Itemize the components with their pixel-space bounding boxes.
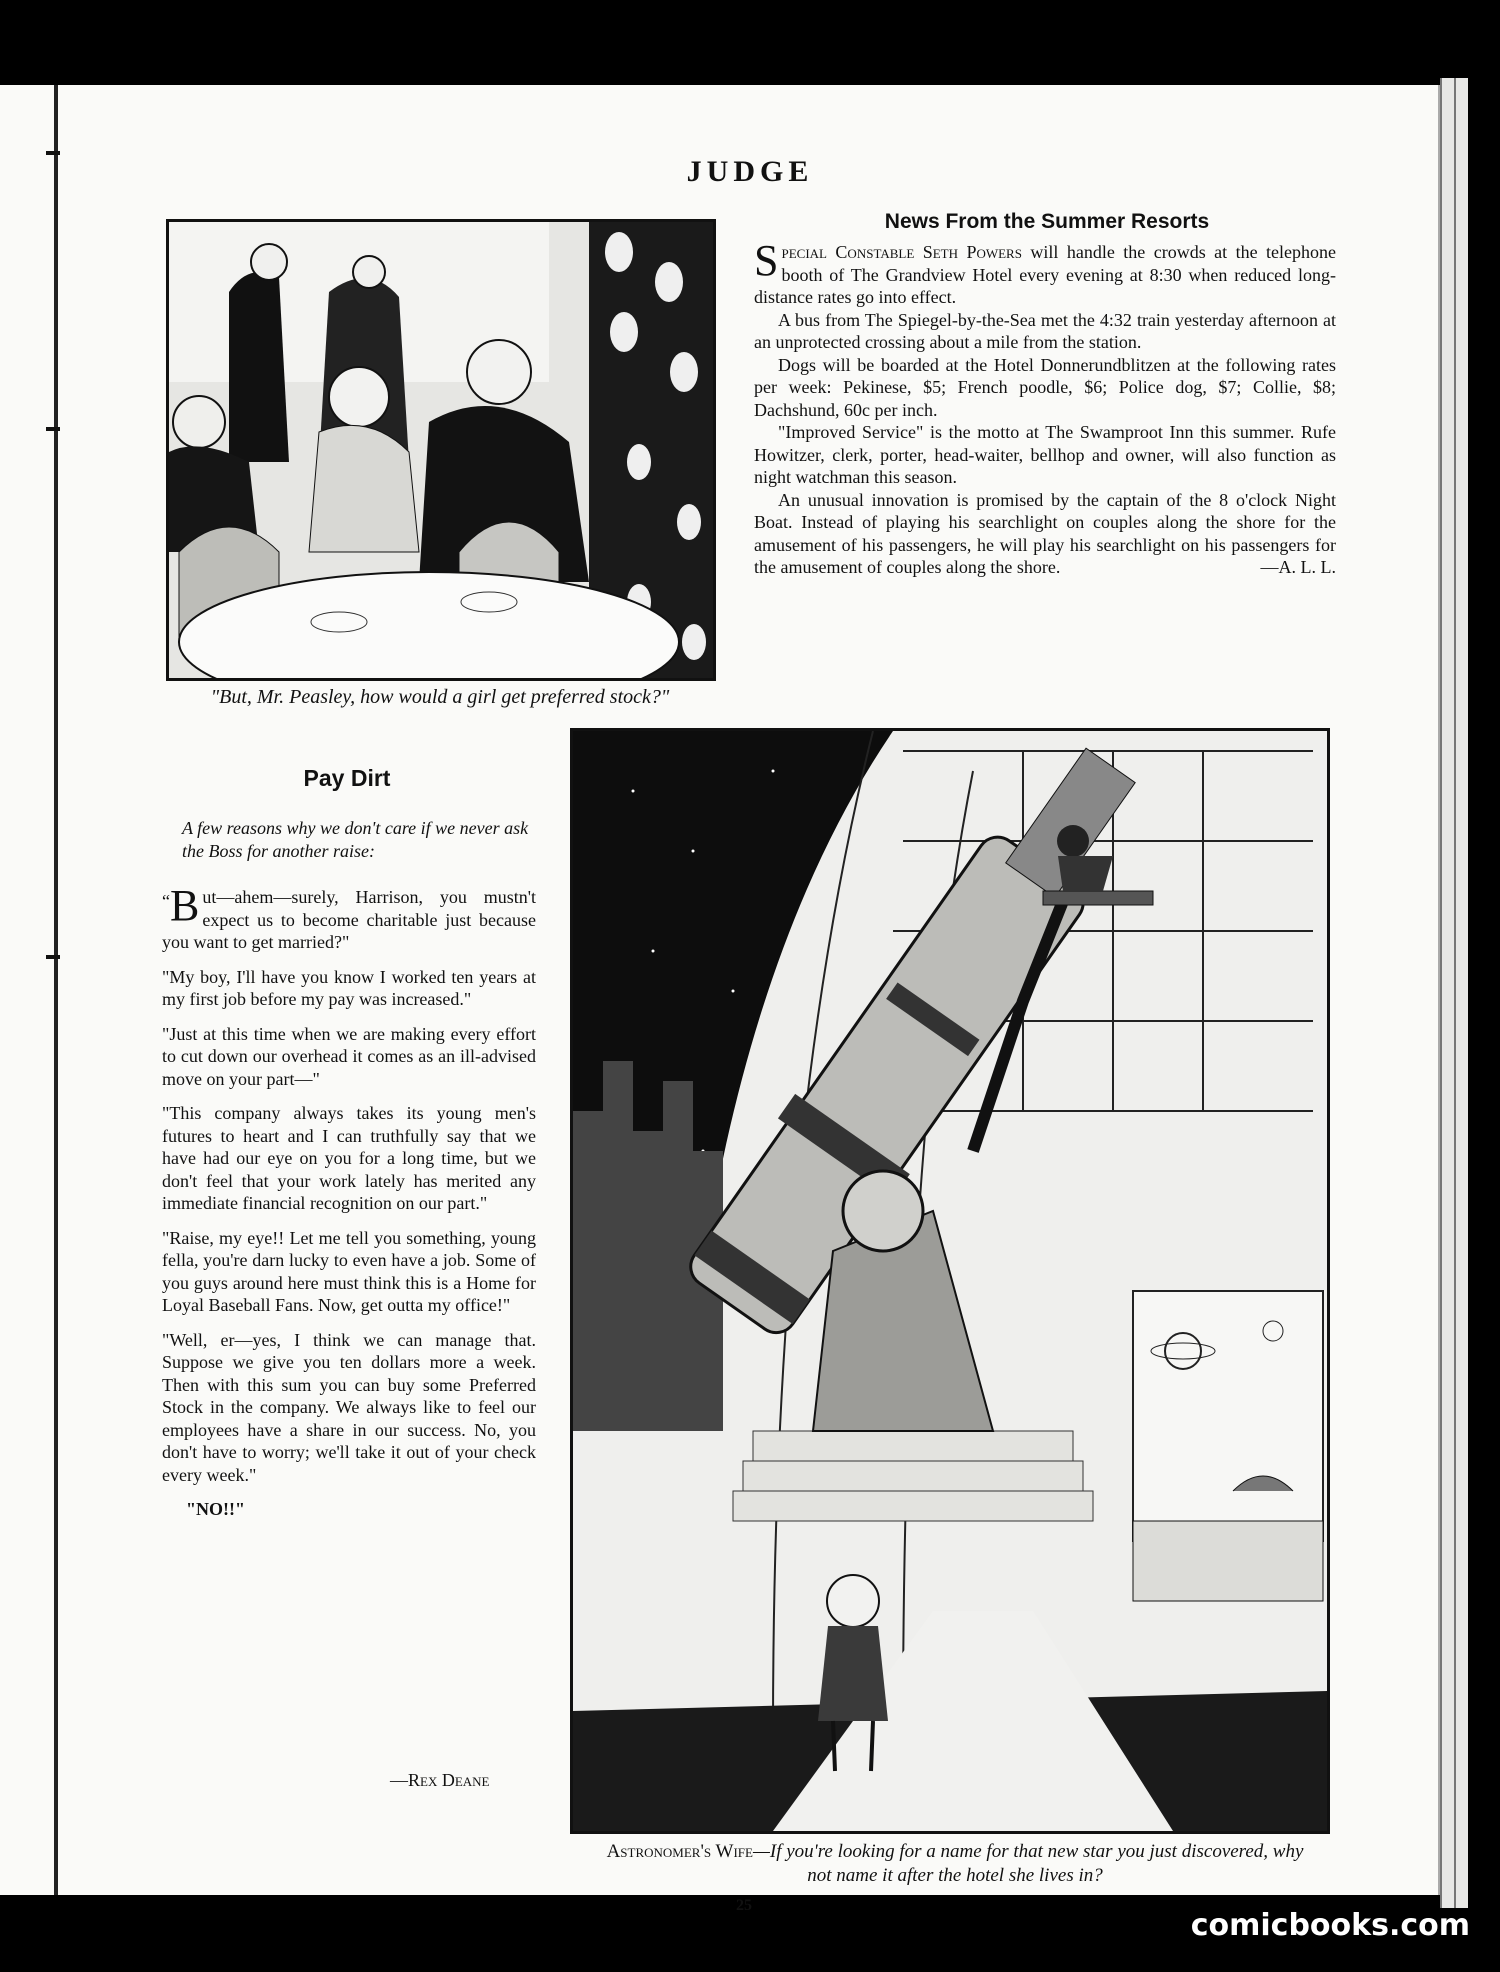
observatory-cartoon-caption: Astronomer's Wife—If you're looking for a name for that new star you just discovered, why not name it after the hotel she lives in? [606,1841,1304,1886]
resorts-paragraph: "Improved Service" is the motto at The Swamproot Inn this summer. Rufe Howitzer, clerk, porter, head-waiter, bellhop and owner, will also function as night watchman this season. [754,422,1336,487]
paydirt-paragraph: "My boy, I'll have you know I worked ten years at my first job before my pay was increased." [162,966,536,1009]
paydirt-title: Pay Dirt [303,765,391,791]
resorts-paragraph: An unusual innovation is promised by the captain of the 8 o'clock Night Boat. Instead of playing his searchlight on couples along the shore for the amusement of his passengers, he will play his searchlight on his passengers for the amusement of couples along the shore. —A. L. L. [754,489,1336,577]
drop-cap: B [170,881,200,930]
resorts-byline: —A. L. L. [1260,557,1336,577]
paydirt-paragraph: "Just at this time when we are making every effort to cut down our overhead it comes as an ill-advised move on your part—" [162,1023,536,1089]
binding-mark [46,427,60,431]
paydirt-paragraph: “ B ut—ahem—surely, Harrison, you mustn't expect us to become charitable just because you want to get married?" [162,881,536,952]
dinner-party-cartoon [166,219,716,681]
paydirt-intro: A few reasons why we don't care if we never ask the Boss for another raise: [182,818,529,861]
page-edge-right-2 [1454,78,1468,1908]
observatory-cartoon [570,728,1330,1834]
resorts-paragraph: Special Constable Seth Powers will handle the crowds at the telephone booth of The Grandview Hotel every evening at 8:30 when reduced long-distance rates go into effect. [754,236,1336,307]
paydirt-paragraph: "NO!!" [186,1499,245,1519]
drop-cap: S [754,236,779,285]
observatory-illustration [573,731,1327,1831]
paydirt-paragraph: "This company always takes its young men's futures to heart and I can truthfully say that we have had our eye on you for a long time, but we don't feel that your work lately has merited any immediate financial recognition on our part." [162,1103,536,1213]
paydirt-body [162,817,536,1533]
resorts-article-body [754,236,1336,579]
page-edge-right-1 [1440,78,1454,1908]
binding-spine [54,85,58,1895]
magazine-page [0,85,1440,1914]
resorts-article-title: News From the Summer Resorts [884,210,1210,233]
masthead: JUDGE [686,155,814,188]
paydirt-signature: —Rex Deane [390,1770,490,1790]
binding-mark [46,151,60,155]
page-number: 25 [736,1897,752,1914]
dinner-cartoon-caption: "But, Mr. Peasley, how would a girl get preferred stock?" [210,686,670,708]
dinner-party-illustration [169,222,713,678]
binding-mark [46,955,60,959]
resorts-paragraph: Dogs will be boarded at the Hotel Donnerundblitzen at the following rates per week: Pekinese, $5; French poodle, $6; Police dog, $7; Collie, $8; Dachshund, 60c per inch. [754,354,1336,420]
paydirt-paragraph: "Well, er—yes, I think we can manage that. Suppose we give you ten dollars more a week. Then with this sum you can buy some Preferred Stock in the company. We always like to feel our employees have a share in our success. No, you don't have to worry; we'll take it out of your check every week." [162,1329,536,1485]
paydirt-paragraph: "Raise, my eye!! Let me tell you something, young fella, you're darn lucky to even have a job. Some of you guys around here must think this is a Home for Loyal Baseball Fans. Now, get outta my office!" [162,1227,536,1315]
site-watermark: comicbooks.com [1190,1908,1470,1943]
resorts-paragraph: A bus from The Spiegel-by-the-Sea met the 4:32 train yesterday afternoon at an unprotected crossing about a mile from the station. [754,309,1336,352]
